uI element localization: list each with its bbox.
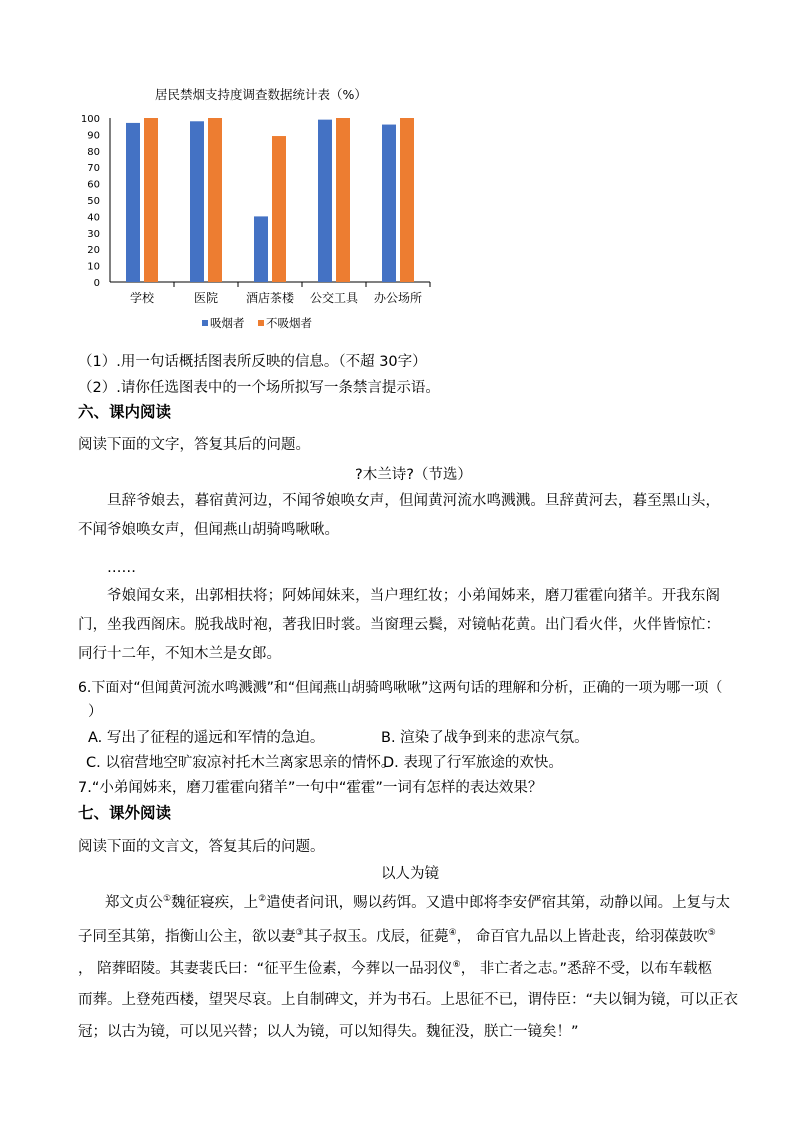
section-7-intro: 阅读下面的文言文，答复其后的问题。	[78, 839, 325, 855]
y-tick-label: 80	[87, 146, 100, 158]
classical-line-2: 子同至其第，指衡山公主，欲以妻③其子叔玉。戊辰，征薨④， 命百官九品以上皆赴丧，给羽葆鼓吹⑤	[78, 928, 716, 945]
y-tick-label: 100	[80, 114, 100, 125]
poem-paragraph-1: 旦辞爷娘去，暮宿黄河边，不闻爷娘唤女声，但闻黄河流水鸣溅溅。旦辞黄河去，暮至黑山头，不闻爷娘唤女声，但闻燕山胡骑鸣啾啾。	[78, 493, 720, 538]
section-6-heading: 六、课内阅读	[78, 403, 172, 421]
classical-line-4: 而葬。上登苑西楼，望哭尽哀。上自制碑文，并为书石。上思征不已，谓侍臣：“夫以铜为镜，可以正衣	[78, 992, 739, 1008]
footnote-mark: ③	[295, 928, 304, 938]
x-tick-label: 学校	[129, 291, 155, 305]
bar-non-smokers	[272, 136, 286, 282]
section-7-heading: 七、课外阅读	[78, 804, 172, 822]
footnote-mark: ⑤	[707, 928, 716, 938]
x-tick-label: 酒店茶楼	[245, 291, 295, 305]
chart-title: 居民禁烟支持度调查数据统计表（%）	[155, 87, 367, 102]
classical-line-1: 郑文贞公①魏征寝疾，上②遣使者问讯，赐以药饵。又遣中郎将李安俨宿其第，动静以闻。上复与太	[105, 894, 731, 911]
y-tick-label: 0	[93, 278, 100, 289]
legend-swatch	[258, 320, 264, 326]
section-6-intro: 阅读下面的文字，答复其后的问题。	[78, 437, 310, 453]
classical-line-5: 冠；以古为镜，可以见兴替；以人为镜，可以知得失。魏征没，朕亡一镜矣！”	[78, 1024, 579, 1040]
y-tick-label: 70	[87, 163, 100, 175]
x-tick-label: 办公场所	[373, 291, 423, 305]
bar-smokers	[126, 123, 140, 282]
bar-smokers	[254, 216, 268, 282]
bar-smokers	[382, 125, 396, 282]
question-2: （2）.请你任选图表中的一个场所拟写一条禁言提示语。	[78, 380, 440, 396]
classical-line-3: ， 陪葬昭陵。其妻裴氏曰：“征平生俭素，今葬以一品羽仪⑥， 非亡者之志。”悉辞不受，以布车载柩	[78, 960, 713, 977]
y-tick-label: 90	[87, 130, 100, 142]
option-d: D. 表现了行军旅途的欢快。	[383, 755, 563, 771]
bar-chart	[70, 80, 450, 342]
y-tick-label: 10	[87, 261, 100, 273]
x-tick-label: 公交工具	[309, 291, 359, 305]
option-c: C. 以宿营地空旷寂凉衬托木兰离家思亲的情怀。	[86, 755, 396, 771]
y-tick-label: 20	[87, 245, 100, 257]
poem-paragraph-2: 爷娘闻女来，出郭相扶将；阿姊闻妹来，当户理红妆；小弟闻姊来，磨刀霍霍向猪羊。开我东阁门，坐我西阁床。脱我战时袍，著我旧时裳。当窗理云鬓，对镜帖花黄。出门看火伴，火伴皆惊忙：同行十二年，不知木兰是女郎。	[78, 588, 720, 662]
question-1: （1）.用一句话概括图表所反映的信息。（不超 30字）	[78, 354, 427, 370]
bar-smokers	[318, 120, 332, 282]
footnote-mark: ②	[258, 894, 267, 904]
legend-label: 吸烟者	[210, 316, 245, 330]
ellipsis: ……	[107, 560, 136, 576]
footnote-mark: ④	[448, 928, 457, 938]
question-7: 7.“小弟闻姊来，磨刀霍霍向猪羊”一句中“霍霍”一词有怎样的表达效果？	[78, 780, 543, 796]
y-tick-label: 30	[87, 228, 100, 240]
classical-text-title: 以人为镜	[381, 866, 439, 882]
question-6: 6.下面对“但闻黄河流水鸣溅溅”和“但闻燕山胡骑鸣啾啾”这两句话的理解和分析，正确的一项为哪一项（	[78, 680, 723, 696]
legend-label: 不吸烟者	[266, 316, 312, 330]
legend-swatch	[202, 320, 208, 326]
poem-title: ?木兰诗?（节选）	[355, 467, 472, 483]
x-tick-label: 医院	[193, 291, 219, 305]
bar-non-smokers	[400, 118, 414, 282]
option-a: A. 写出了征程的遥远和军情的急迫。	[88, 730, 325, 746]
y-tick-label: 50	[87, 196, 100, 207]
option-b: B. 渲染了战争到来的悲凉气氛。	[381, 730, 589, 746]
footnote-mark: ①	[163, 894, 172, 904]
bar-non-smokers	[144, 118, 158, 282]
y-tick-label: 60	[87, 179, 100, 191]
bar-smokers	[190, 121, 204, 282]
question-6-cont: ）	[88, 704, 103, 720]
y-tick-label: 40	[87, 212, 100, 224]
bar-non-smokers	[208, 118, 222, 282]
bar-non-smokers	[336, 118, 350, 282]
footnote-mark: ⑥	[452, 960, 461, 970]
